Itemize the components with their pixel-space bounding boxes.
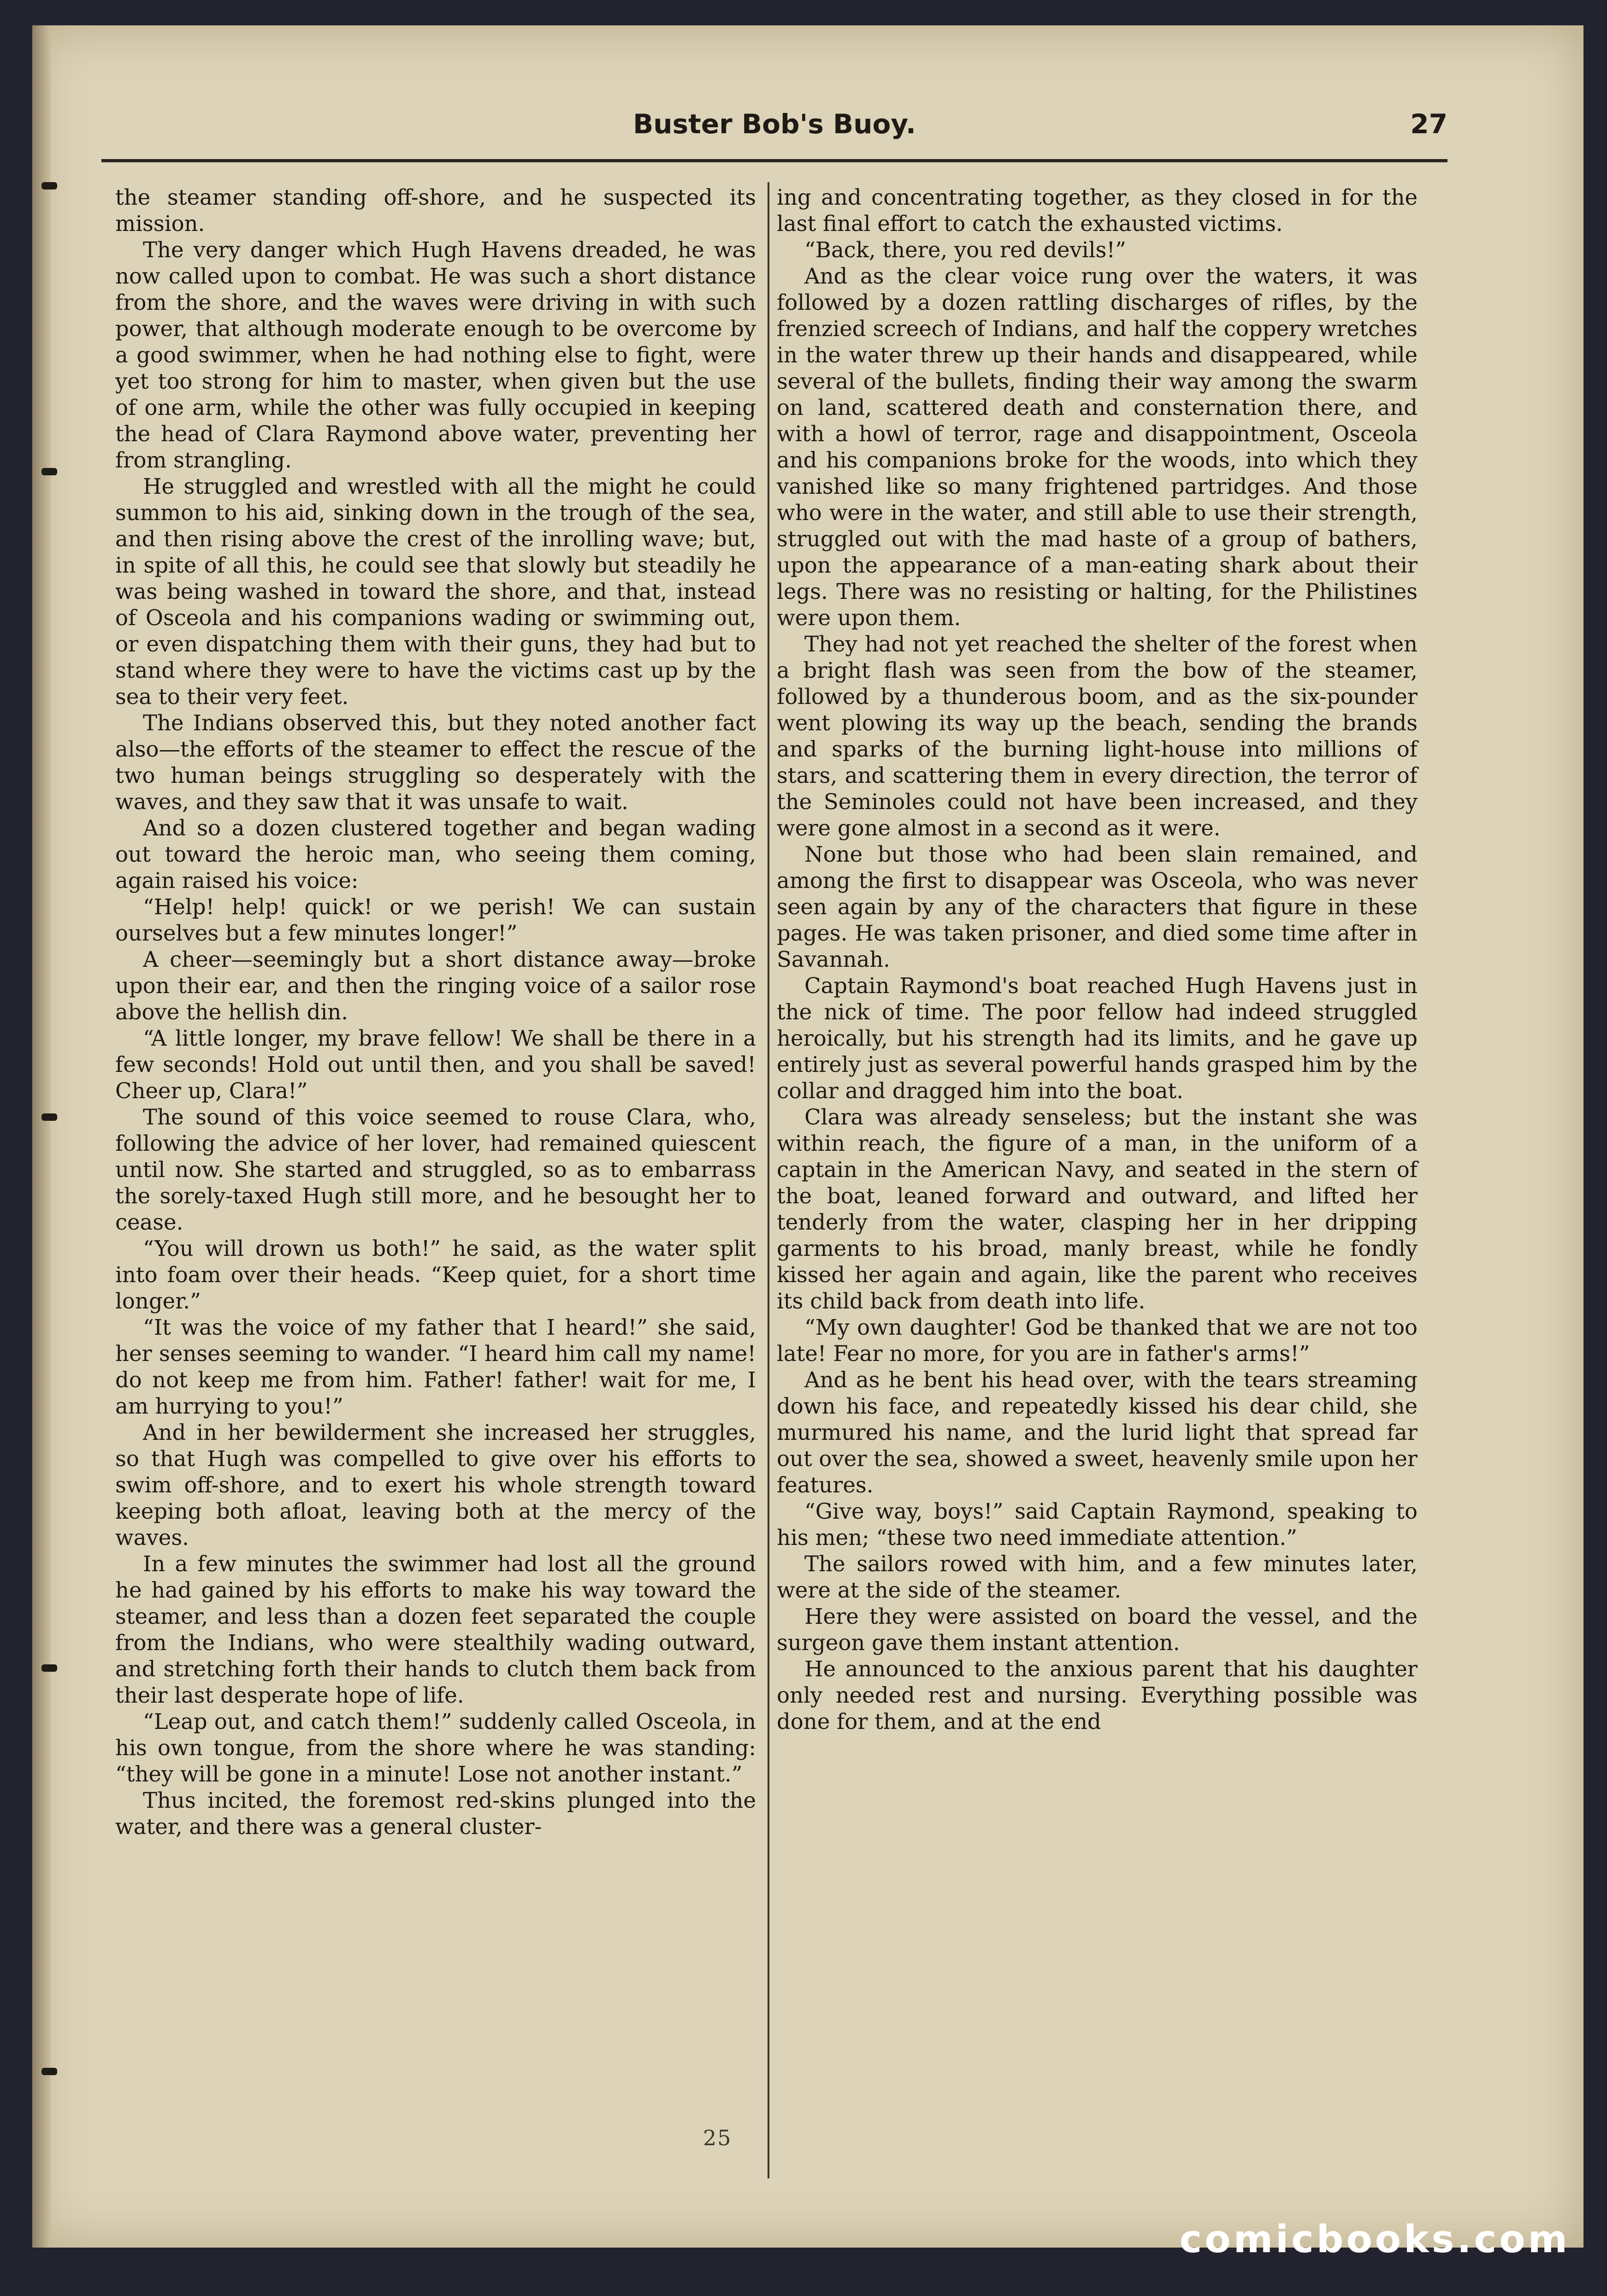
- paragraph: In a few minutes the swimmer had lost all the ground he had gained by his efforts to make his way toward the steamer, and less than a dozen feet separated the couple from the Indians, who were stealthily wading outward, and stretching forth their hands to clutch them back from their last desperate hope of life.: [115, 1551, 756, 1708]
- paragraph: And so a dozen clustered together and began wading out toward the heroic man, who seeing them coming, again raised his voice:: [115, 816, 756, 893]
- binding-gutter: [32, 25, 51, 2248]
- paragraph: And as he bent his head over, with the tears streaming down his face, and repeatedly kissed his dear child, she murmured his name, and the lurid light that spread far out over the sea, showed a sweet, heavenly smile upon her features.: [777, 1367, 1418, 1497]
- watermark: comicbooks.com: [1179, 2218, 1570, 2261]
- paragraph: “Back, there, you red devils!”: [804, 237, 1126, 262]
- paragraph: The sailors rowed with him, and a few minutes later, were at the side of the steamer.: [777, 1551, 1418, 1603]
- running-head: Buster Bob's Buoy.: [633, 108, 916, 140]
- paragraph: “A little longer, my brave fellow! We shall be there in a few seconds! Hold out until then, and you shall be saved! Cheer up, Clara!”: [115, 1026, 756, 1103]
- paragraph: “Give way, boys!” said Captain Raymond, speaking to his men; “these two need immediate attention.”: [777, 1499, 1418, 1550]
- paragraph: The sound of this voice seemed to rouse Clara, who, following the advice of her lover, had remained quiescent until now. She started and struggled, so as to embarrass the sorely-taxed Hugh still more, and he besought her to cease.: [115, 1105, 756, 1235]
- paragraph: A cheer—seemingly but a short distance away—broke upon their ear, and then the ringing voice of a sailor rose above the hellish din.: [115, 947, 756, 1024]
- paragraph: “Help! help! quick! or we perish! We can sustain ourselves but a few minutes longer!”: [115, 894, 756, 946]
- left-column: [115, 184, 756, 1840]
- paragraph: The Indians observed this, but they noted another fact also—the efforts of the steamer to effect the rescue of the two human beings struggling so desperately with the waves, and they saw that it was unsafe to wait.: [115, 710, 756, 814]
- paragraph: And in her bewilderment she increased her struggles, so that Hugh was compelled to give over his efforts to swim off-shore, and to exert his whole strength toward keeping both afloat, leaving both at the mercy of the waves.: [115, 1420, 756, 1550]
- right-column: [777, 184, 1418, 1735]
- binding-stitch: [41, 1664, 57, 1672]
- paragraph: They had not yet reached the shelter of the forest when a bright flash was seen from the bow of the steamer, followed by a thunderous boom, and as the six-pounder went plowing its way up the beach, sending the brands and sparks of the burning light-house into millions of stars, and scattering them in every direction, the terror of the Seminoles could not have been increased, and they were gone almost in a second as it were.: [777, 632, 1418, 840]
- binding-stitch: [41, 1113, 57, 1121]
- paragraph: “Leap out, and catch them!” suddenly called Osceola, in his own tongue, from the shore where he was standing: “they will be gone in a minute! Lose not another instant.”: [115, 1709, 756, 1787]
- paragraph: And as the clear voice rung over the waters, it was followed by a dozen rattling discharges of rifles, by the frenzied screech of Indians, and half the coppery wretches in the water threw up their hands and disappeared, while several of the bullets, finding their way among the swarm on land, scattered death and consternation there, and with a howl of terror, rage and disappointment, Osceola and his companions broke for the woods, into which they vanished like so many frightened partridges. And those who were in the water, and still able to use their strength, struggled out with the mad haste of a group of bathers, upon the appearance of a man-eating shark about their legs. There was no resisting or halting, for the Philistines were upon them.: [777, 264, 1418, 630]
- page-number: 27: [1410, 108, 1447, 140]
- paragraph: “My own daughter! God be thanked that we are not too late! Fear no more, for you are in father's arms!”: [777, 1315, 1418, 1366]
- paragraph: Clara was already senseless; but the instant she was within reach, the figure of a man, in the uniform of a captain in the American Navy, and seated in the stern of the boat, leaned forward and outward, and lifted her tenderly from the water, clasping her in her dripping garments to his broad, manly breast, while he fondly kissed her again and again, like the parent who receives its child back from death into life.: [777, 1105, 1418, 1314]
- binding-stitch: [41, 182, 57, 189]
- binding-stitch: [41, 2068, 57, 2075]
- paragraph: The very danger which Hugh Havens dreaded, he was now called upon to combat. He was such a short distance from the shore, and the waves were driving in with such power, that although moderate enough to be overcome by a good swimmer, when he had nothing else to fight, were yet too strong for him to master, when given but the use of one arm, while the other was fully occupied in keeping the head of Clara Raymond above water, preventing her from strangling.: [115, 237, 756, 473]
- column-divider: [768, 182, 769, 2178]
- paragraph: He announced to the anxious parent that his daughter only needed rest and nursing. Everything possible was done for them, and at the end: [777, 1657, 1418, 1734]
- paragraph: Here they were assisted on board the vessel, and the surgeon gave them instant attention.: [777, 1604, 1418, 1655]
- paragraph: Captain Raymond's boat reached Hugh Havens just in the nick of time. The poor fellow had indeed struggled heroically, but his strength had its limits, and he gave up entirely just as several powerful hands grasped him by the collar and dragged him into the boat.: [777, 973, 1418, 1103]
- paragraph: ing and concentrating together, as they closed in for the last final effort to catch the exhausted victims.: [777, 185, 1418, 236]
- page-header: [101, 99, 1447, 162]
- paragraph: Thus incited, the foremost red-skins plunged into the water, and there was a general cluster-: [115, 1788, 756, 1839]
- binding-stitch: [41, 468, 57, 475]
- paragraph: “You will drown us both!” he said, as the water split into foam over their heads. “Keep quiet, for a short time longer.”: [115, 1236, 756, 1314]
- paragraph: None but those who had been slain remained, and among the first to disappear was Osceola, who was never seen again by any of the characters that figure in these pages. He was taken prisoner, and died some time after in Savannah.: [777, 842, 1418, 972]
- paragraph: “It was the voice of my father that I heard!” she said, her senses seeming to wander. “I heard him call my name! do not keep me from him. Father! father! wait for me, I am hurrying to you!”: [115, 1315, 756, 1419]
- signature-mark: 25: [703, 2125, 732, 2150]
- paragraph: He struggled and wrestled with all the might he could summon to his aid, sinking down in the trough of the sea, and then rising above the crest of the inrolling wave; but, in spite of all this, he could see that slowly but steadily he was being washed in toward the shore, and that, instead of Osceola and his companions wading or swimming out, or even dispatching them with their guns, they had but to stand where they were to have the victims cast up by the sea to their very feet.: [115, 474, 756, 709]
- paragraph: the steamer standing off-shore, and he suspected its mission.: [115, 185, 756, 236]
